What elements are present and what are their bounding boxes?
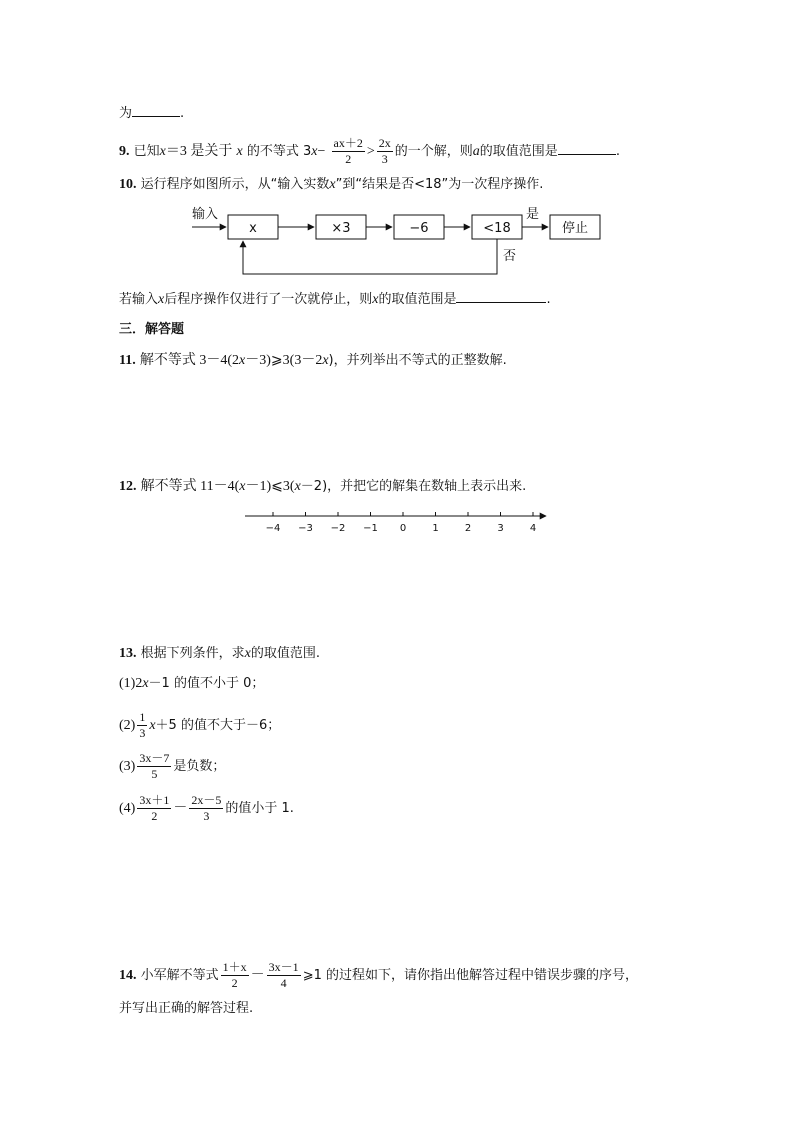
section-title	[119, 321, 184, 339]
q13-p4-frac1-num: 3x＋1	[139, 793, 170, 807]
q13-p1-a: 2	[135, 676, 143, 691]
number-line-tick-label: −3	[298, 523, 313, 534]
q11-var-2: x	[322, 353, 329, 368]
q14-text-3: 并写出正确的解答过程.	[119, 1001, 254, 1016]
q12-text-2: －1)⩽3(	[245, 479, 295, 494]
q13-part-3	[119, 751, 225, 782]
q13-p2-frac-num: 1	[139, 710, 146, 724]
q12-text-3: －2)，并把它的解集在数轴上表示出来.	[300, 479, 527, 494]
q9-frac2-den: 3	[381, 152, 388, 166]
q8-tail-line	[119, 104, 184, 123]
flow-yes-label: 是	[526, 207, 540, 222]
flow-no-label: 否	[503, 249, 517, 264]
q9-text-2: ＝3 是关于	[165, 144, 233, 159]
q13-p2-text: ＋5 的值不大于－6；	[155, 718, 281, 733]
number-line-tick-label: 1	[432, 523, 439, 534]
flow-box-minus6-label: −6	[409, 221, 429, 236]
flow-box-x-label: x	[249, 221, 257, 236]
number-line-tick-label: −2	[330, 523, 346, 534]
q13-p4-fraction-1	[137, 793, 171, 824]
q12-line	[119, 478, 526, 496]
q10-answer-blank[interactable]	[456, 290, 546, 303]
q10-after-text-3: 的取值范围是	[378, 292, 457, 307]
q9-text-1: 已知	[133, 144, 160, 159]
q11-text-3: )，并列举出不等式的正整数解.	[328, 353, 507, 368]
q14-text-2: ⩾1 的过程如下，请你指出他解答过程中错误步骤的序号，	[302, 968, 638, 983]
q13-p4-label: (4)	[119, 801, 136, 816]
number-line-tick-label: −1	[363, 523, 378, 534]
q10-flowchart	[0, 198, 794, 288]
number-line-tick-label: 4	[529, 523, 537, 534]
q14-number: 14.	[119, 968, 137, 983]
q8-answer-blank[interactable]	[132, 104, 180, 117]
q9-text-5: 的取值范围是	[479, 144, 558, 159]
q13-p3-text: 是负数；	[173, 759, 226, 774]
q13-number: 13.	[119, 646, 137, 661]
q9-gt: >	[366, 144, 375, 159]
q13-p3-frac-num: 3x－7	[139, 751, 170, 765]
q10-after-var-2: x	[372, 292, 379, 307]
q10-after-line	[119, 290, 551, 309]
q9-frac1-num: ax＋2	[333, 136, 363, 150]
section-title-text: 三．解答题	[119, 322, 185, 337]
q9-line	[119, 136, 620, 167]
q13-p3-frac-den: 5	[151, 767, 158, 781]
q14-fraction-1	[221, 960, 249, 991]
q12-text-1: 解不等式 11－4(	[140, 479, 240, 494]
q11-text-2: －3)⩾3(3－2	[245, 353, 323, 368]
q13-text-2: 的取值范围.	[250, 646, 321, 661]
number-line-tick-label: 0	[399, 523, 407, 534]
q14-frac1-num: 1＋x	[222, 960, 247, 974]
q13-part-4	[119, 793, 294, 824]
q9-minus: −	[317, 144, 326, 159]
q9-var-a: a	[472, 144, 480, 159]
q10-text-1: 运行程序如图所示，从“输入实数	[140, 177, 330, 192]
q12-var-1: x	[239, 479, 246, 494]
q13-p4-text: 的值小于 1.	[225, 801, 294, 816]
q13-p4-frac2-den: 3	[203, 809, 210, 823]
q10-after-text-2: 后程序操作仅进行了一次就停止，则	[164, 292, 373, 307]
flow-input-label: 输入	[192, 207, 219, 222]
q10-text-2: ”到“结果是否<18”为一次程序操作.	[335, 177, 544, 192]
q9-var-3: x	[311, 144, 318, 159]
q11-line	[119, 352, 507, 370]
q14-line-2	[119, 1000, 253, 1018]
q14-frac1-den: 2	[231, 976, 238, 990]
q9-frac1-den: 2	[345, 152, 352, 166]
q14-line	[119, 960, 638, 991]
q13-p4-frac1-den: 2	[151, 809, 158, 823]
q8-end: .	[180, 106, 185, 121]
q9-var: x	[159, 144, 166, 159]
q9-fraction-2	[377, 136, 393, 167]
flow-box-times3-label: ×3	[331, 221, 351, 236]
q13-p2-label: (2)	[119, 718, 136, 733]
flow-box-lt18-label: <18	[483, 221, 511, 236]
flow-box-stop-label: 停止	[561, 221, 589, 236]
q10-after-var: x	[158, 292, 165, 307]
q9-answer-blank[interactable]	[558, 142, 616, 155]
q8-tail-text: 为	[119, 106, 133, 121]
flow-loop-arrow	[243, 239, 497, 274]
q14-text-1: 小军解不等式	[140, 968, 219, 983]
q13-p4-fraction-2	[189, 793, 223, 824]
q11-number: 11.	[119, 353, 136, 368]
number-line-tick-label: 3	[497, 523, 504, 534]
q9-fraction-1	[332, 136, 365, 167]
q13-p1-label: (1)	[119, 676, 136, 691]
q13-p3-label: (3)	[119, 759, 136, 774]
number-line-ticks	[266, 512, 537, 534]
q14-fraction-2	[267, 960, 301, 991]
q13-p1-var: x	[142, 676, 149, 691]
q9-number: 9.	[119, 144, 130, 159]
q11-text-1: 解不等式 3－4(2	[139, 353, 240, 368]
q13-part-1	[119, 675, 264, 693]
q10-after-text-1: 若输入	[119, 292, 159, 307]
q13-var: x	[244, 646, 251, 661]
q12-var-2: x	[294, 479, 301, 494]
q14-frac2-den: 4	[280, 976, 287, 990]
q9-var-2: x	[236, 144, 243, 159]
q14-frac2-num: 3x－1	[268, 960, 299, 974]
q13-line	[119, 645, 320, 663]
q13-part-2	[119, 710, 280, 741]
q13-p1-text: －1 的值不小于 0；	[148, 676, 265, 691]
q13-p4-minus: －	[173, 801, 188, 816]
q9-end: .	[615, 144, 620, 159]
number-line-tick-label: −4	[265, 523, 281, 534]
q12-number: 12.	[119, 479, 137, 494]
q12-number-line	[0, 504, 794, 544]
q13-p2-fraction	[137, 710, 147, 741]
q13-p2-frac-den: 3	[139, 726, 146, 740]
q11-var-1: x	[239, 353, 246, 368]
number-line-tick-label: 2	[464, 523, 472, 534]
q10-end: .	[546, 292, 551, 307]
q13-p3-fraction	[137, 751, 171, 782]
q14-minus: －	[250, 968, 265, 983]
q9-frac2-num: 2x	[378, 136, 391, 150]
q10-number: 10.	[119, 177, 137, 192]
q13-p4-frac2-num: 2x－5	[191, 793, 222, 807]
q9-text-3: 的不等式 3	[246, 144, 312, 159]
q9-text-4: 的一个解，则	[394, 144, 473, 159]
q10-line	[119, 176, 543, 194]
q10-var: x	[329, 177, 336, 192]
q13-p2-var: x	[149, 718, 156, 733]
q13-text-1: 根据下列条件，求	[140, 646, 245, 661]
